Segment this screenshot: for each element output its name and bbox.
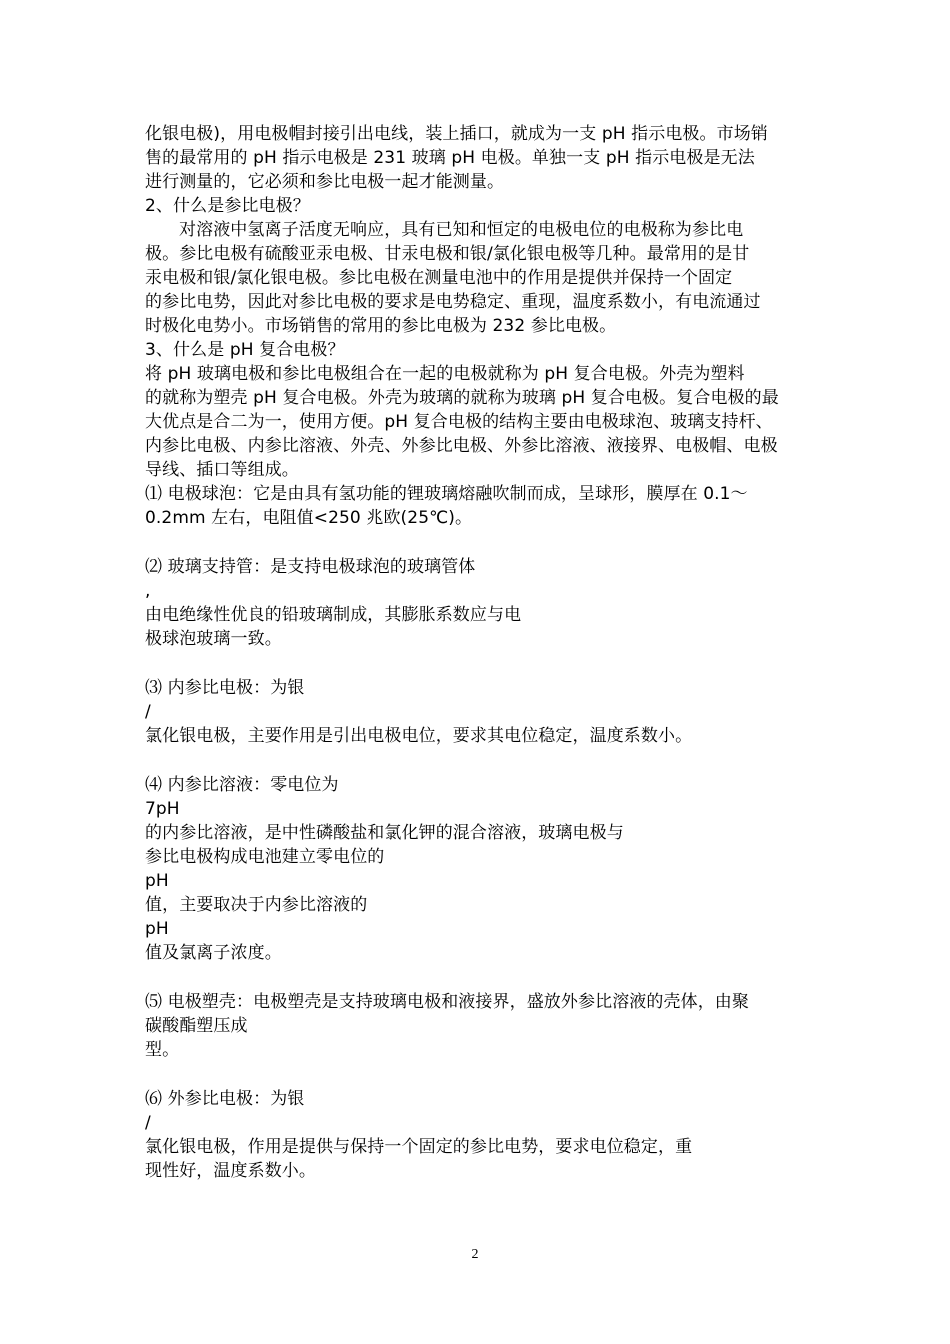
list-item-line: ⑵ 玻璃支持管：是支持电极球泡的玻璃管体 xyxy=(145,557,476,577)
list-item-line: pH xyxy=(145,919,169,939)
page-number: 2 xyxy=(471,1247,479,1262)
paragraph-line: 的就称为塑壳 pH 复合电极。外壳为玻璃的就称为玻璃 pH 复合电极。复合电极的最 xyxy=(145,388,779,408)
blank-line xyxy=(145,651,810,676)
paragraph-line: 内参比电极、内参比溶液、外壳、外参比电极、外参比溶液、液接界、电极帽、电极 xyxy=(145,436,778,456)
list-item-line: 由电绝缘性优良的铅玻璃制成，其膨胀系数应与电 xyxy=(145,605,522,625)
list-item-line: 0.2mm 左右，电阻值<250 兆欧(25℃)。 xyxy=(145,508,473,528)
list-item-line: pH xyxy=(145,871,169,891)
paragraph-line: 对溶液中氢离子活度无响应，具有已知和恒定的电极电位的电极称为参比电 xyxy=(179,220,744,240)
blank-line xyxy=(145,748,810,773)
list-item-line: , xyxy=(145,581,151,601)
list-item-line: ⑸ 电极塑壳：电极塑壳是支持玻璃电极和液接界，盛放外参比溶液的壳体，由聚 xyxy=(145,992,750,1012)
list-item-line: 7pH xyxy=(145,799,180,819)
blank-line xyxy=(145,965,810,990)
blank-line xyxy=(145,1062,810,1087)
list-item-line: ⑶ 内参比电极：为银 xyxy=(145,678,305,698)
paragraph-line: 极。参比电极有硫酸亚汞电极、甘汞电极和银/氯化银电极等几种。最常用的是甘 xyxy=(145,244,750,264)
list-item-line: 极球泡玻璃一致。 xyxy=(145,629,282,649)
list-item-line: 氯化银电极，主要作用是引出电极电位，要求其电位稳定，温度系数小。 xyxy=(145,726,693,746)
paragraph-line: 将 pH 玻璃电极和参比电极组合在一起的电极就称为 pH 复合电极。外壳为塑料 xyxy=(145,364,745,384)
paragraph-line: 时极化电势小。市场销售的常用的参比电极为 232 参比电极。 xyxy=(145,316,617,336)
document-body xyxy=(145,122,810,1183)
list-item-line: ⑴ 电极球泡：它是由具有氢功能的锂玻璃熔融吹制而成，呈球形，膜厚在 0.1～ xyxy=(145,484,748,504)
list-item-line: 现性好，温度系数小。 xyxy=(145,1161,316,1181)
paragraph-line: 售的最常用的 pH 指示电极是 231 玻璃 pH 电极。单独一支 pH 指示电极是无法 xyxy=(145,148,755,168)
section-heading: 2、什么是参比电极？ xyxy=(145,196,310,216)
paragraph-line: 进行测量的，它必须和参比电极一起才能测量。 xyxy=(145,172,505,192)
paragraph-line: 大优点是合二为一，使用方便。pH 复合电极的结构主要由电极球泡、玻璃支持杆、 xyxy=(145,412,773,432)
list-item-line: ⑷ 内参比溶液：零电位为 xyxy=(145,775,339,795)
list-item-line: 参比电极构成电池建立零电位的 xyxy=(145,847,385,867)
paragraph-line: 化银电极)，用电极帽封接引出电线，装上插口，就成为一支 pH 指示电极。市场销 xyxy=(145,124,768,144)
paragraph-line: 导线、插口等组成。 xyxy=(145,460,299,480)
paragraph-line: 的参比电势，因此对参比电极的要求是电势稳定、重现，温度系数小，有电流通过 xyxy=(145,292,761,312)
paragraph-line: 汞电极和银/氯化银电极。参比电极在测量电池中的作用是提供并保持一个固定 xyxy=(145,268,733,288)
list-item-line: 氯化银电极，作用是提供与保持一个固定的参比电势，要求电位稳定，重 xyxy=(145,1137,693,1157)
list-item-line: 的内参比溶液，是中性磷酸盐和氯化钾的混合溶液，玻璃电极与 xyxy=(145,823,624,843)
list-item-line: / xyxy=(145,1113,151,1133)
list-item-line: 值及氯离子浓度。 xyxy=(145,943,282,963)
section-heading: 3、什么是 pH 复合电极？ xyxy=(145,340,345,360)
list-item-line: 值，主要取决于内参比溶液的 xyxy=(145,895,368,915)
blank-line xyxy=(145,530,810,555)
list-item-line: ⑹ 外参比电极：为银 xyxy=(145,1089,305,1109)
list-item-line: 型。 xyxy=(145,1040,180,1060)
list-item-line: / xyxy=(145,702,151,722)
list-item-line: 碳酸酯塑压成 xyxy=(145,1016,248,1036)
